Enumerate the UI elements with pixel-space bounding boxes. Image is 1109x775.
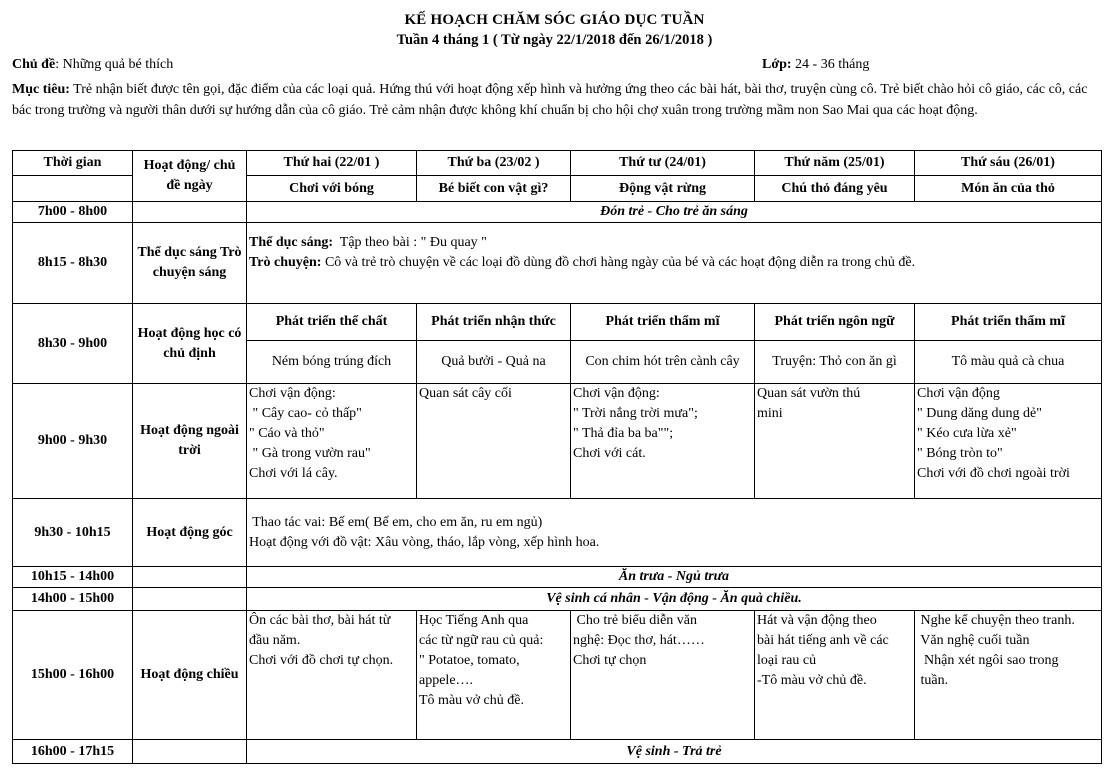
header-day: Thứ hai (22/01 )	[247, 151, 417, 176]
header-activity: Hoạt động/ chủ đề ngày	[133, 151, 247, 202]
lesson-cell: Quả bưởi - Quả na	[417, 341, 571, 384]
corner-line: Thao tác vai: Bế em( Bế em, cho em ăn, ru em ngủ)	[249, 514, 543, 530]
lesson-cell: Con chim hót trên cành cây	[571, 341, 755, 384]
span-cell: Đón trẻ - Cho trẻ ăn sáng	[247, 202, 1102, 223]
lesson-cell: Tô màu quả cà chua	[915, 341, 1102, 384]
class-value: 24 - 36 tháng	[791, 57, 870, 72]
activity-cell: Thể dục sáng Trò chuyện sáng	[133, 223, 247, 304]
outdoor-cell: Quan sát cây cối	[417, 384, 571, 499]
header-theme: Chơi với bóng	[247, 176, 417, 202]
header-time: Thời gian	[13, 151, 133, 176]
time-cell: 8h30 - 9h00	[13, 304, 133, 384]
page-subtitle: Tuần 4 tháng 1 ( Từ ngày 22/1/2018 đến 26/1/2018 )	[396, 32, 713, 48]
time-cell: 9h00 - 9h30	[13, 384, 133, 499]
header-theme: Chú thỏ đáng yêu	[755, 176, 915, 202]
area-cell: Phát triển thẩm mĩ	[915, 304, 1102, 341]
page-title: KẾ HOẠCH CHĂM SÓC GIÁO DỤC TUẦN	[404, 12, 705, 28]
time-cell: 10h15 - 14h00	[13, 567, 133, 588]
span-cell: Vệ sinh - Trả trẻ	[247, 740, 1102, 764]
activity-cell-blank	[133, 740, 247, 764]
talk-text: Cô và trẻ trò chuyện về các loại đồ dùng đồ chơi hàng ngày của bé và các hoạt động diễn ra trong chủ đề.	[321, 255, 916, 270]
lesson-cell: Ném bóng trúng đích	[247, 341, 417, 384]
outdoor-cell: Chơi vận động: " Cây cao- cỏ thấp" " Cáo và thỏ" " Gà trong vườn rau" Chơi với lá cây.	[247, 384, 417, 499]
area-cell: Phát triển nhận thức	[417, 304, 571, 341]
activity-cell: Hoạt động góc	[133, 499, 247, 567]
afternoon-cell: Nghe kể chuyện theo tranh. Văn nghệ cuối tuần Nhận xét ngôi sao trong tuần.	[915, 611, 1102, 740]
outdoor-cell: Chơi vận động " Dung dăng dung dẻ" " Kéo cưa lừa xẻ" " Bóng tròn to" Chơi với đồ chơi ngoài trời	[915, 384, 1102, 499]
activity-cell-blank	[133, 202, 247, 223]
outdoor-cell: Chơi vận động: " Trời nắng trời mưa"; " Thả đỉa ba ba""; Chơi với cát.	[571, 384, 755, 499]
activity-cell: Hoạt động học có chủ định	[133, 304, 247, 384]
afternoon-cell: Học Tiếng Anh qua các từ ngữ rau củ quả: " Potatoe, tomato, appele…. Tô màu vở chủ đề.	[417, 611, 571, 740]
goal-label: Mục tiêu:	[12, 82, 70, 97]
area-cell: Phát triển ngôn ngữ	[755, 304, 915, 341]
exercise-label: Thể dục sáng:	[249, 235, 334, 250]
goal-paragraph	[12, 80, 1097, 121]
header-day: Thứ sáu (26/01)	[915, 151, 1102, 176]
time-cell: 16h00 - 17h15	[13, 740, 133, 764]
activity-cell-blank	[133, 588, 247, 611]
weekly-plan-table	[12, 150, 1102, 764]
exercise-line	[249, 233, 1099, 253]
time-cell: 14h00 - 15h00	[13, 588, 133, 611]
time-cell: 15h00 - 16h00	[13, 611, 133, 740]
time-cell: 7h00 - 8h00	[13, 202, 133, 223]
header-day: Thứ ba (23/02 )	[417, 151, 571, 176]
header-day: Thứ tư (24/01)	[571, 151, 755, 176]
class-line	[762, 57, 869, 73]
header-theme: Bé biết con vật gì?	[417, 176, 571, 202]
outdoor-cell: Quan sát vườn thú mini	[755, 384, 915, 499]
class-label: Lớp:	[762, 57, 792, 72]
header-theme: Động vật rừng	[571, 176, 755, 202]
activity-cell-blank	[133, 567, 247, 588]
span-cell: Vệ sinh cá nhân - Vận động - Ăn quà chiều.	[247, 588, 1102, 611]
time-cell: 8h15 - 8h30	[13, 223, 133, 304]
corner-cell	[247, 499, 1102, 567]
afternoon-cell: Cho trẻ biểu diễn văn nghệ: Đọc thơ, hát…… Chơi tự chọn	[571, 611, 755, 740]
area-cell: Phát triển thẩm mĩ	[571, 304, 755, 341]
header-time-blank	[13, 176, 133, 202]
topic-line	[12, 57, 173, 73]
activity-cell: Hoạt động ngoài trời	[133, 384, 247, 499]
afternoon-cell: Hát và vận động theo bài hát tiếng anh về các loại rau củ -Tô màu vở chủ đề.	[755, 611, 915, 740]
goal-text: Trẻ nhận biết được tên gọi, đặc điểm của các loại quả. Hứng thú với hoạt động xếp hình và hưởng ứng theo các bài hát, bài thơ, truyện cùng cô. Trẻ biết chào hỏi cô giáo, các cô, các bác trong trường và người thân dưới sự hướng dẫn của cô giáo. Trẻ cảm nhận được không khí chuẩn bị cho hội chợ xuân trong trường mầm non Sao Mai qua các hoạt động.	[12, 82, 1088, 118]
corner-line: Hoạt động với đồ vật: Xâu vòng, tháo, lắp vòng, xếp hình hoa.	[249, 534, 600, 550]
span-cell: Ăn trưa - Ngủ trưa	[247, 567, 1102, 588]
talk-line	[249, 253, 1099, 273]
exercise-text: Tập theo bài : " Đu quay "	[333, 235, 487, 250]
afternoon-cell: Ôn các bài thơ, bài hát từ đầu năm. Chơi với đồ chơi tự chọn.	[247, 611, 417, 740]
header-theme: Món ăn của thỏ	[915, 176, 1102, 202]
topic-value: : Những quả bé thích	[55, 57, 174, 72]
header-day: Thứ năm (25/01)	[755, 151, 915, 176]
lesson-cell: Truyện: Thỏ con ăn gì	[755, 341, 915, 384]
topic-label: Chủ đề	[12, 57, 56, 72]
time-cell: 9h30 - 10h15	[13, 499, 133, 567]
morning-cell	[247, 223, 1102, 304]
activity-cell: Hoạt động chiều	[133, 611, 247, 740]
talk-label: Trò chuyện:	[249, 255, 322, 270]
area-cell: Phát triển thể chất	[247, 304, 417, 341]
